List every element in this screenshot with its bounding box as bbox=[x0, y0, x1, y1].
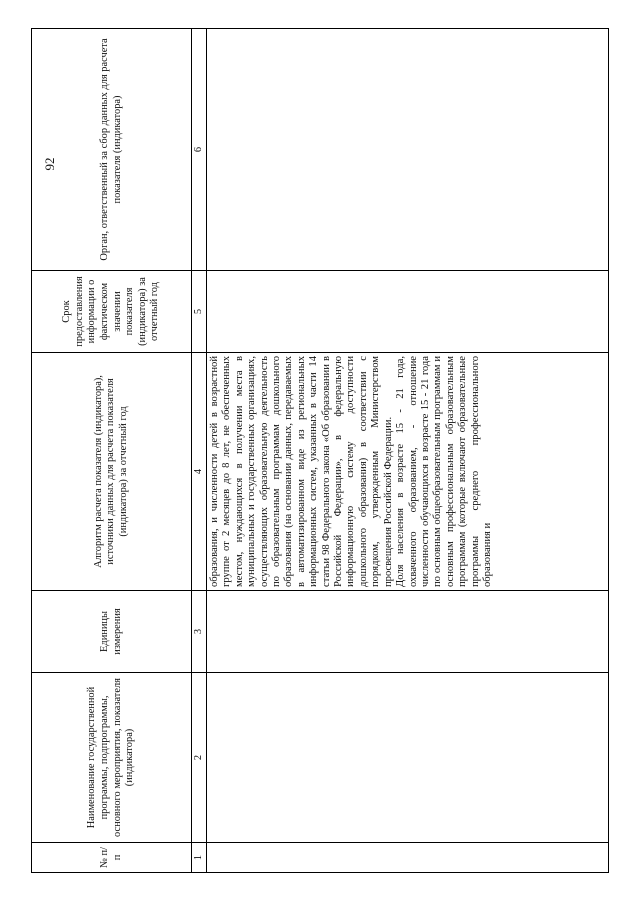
table-row bbox=[207, 29, 609, 873]
row-algorithm-cell bbox=[207, 353, 609, 591]
column-number: 6 bbox=[192, 29, 207, 271]
algorithm-paragraph: образования, и численности детей в возрастной группе от 2 месяцев до 8 лет, не обеспеченных местом, нуждающихся в получении места в муниципальных и государственных организациях, осуществляющих образовательную деятельность по образовательным программам дошкольного образования (на основании данных, передаваемых в автоматизированном виде из региональных информационных систем, указанных в части 14 статьи 98 Федерального закона «Об образовании в Российской Федерации», в федеральную информационную систему доступности дошкольного образования) в соответствии с порядком, утвержденным Министерством просвещения Российской Федерации. bbox=[209, 356, 394, 587]
page-number: 92 bbox=[42, 157, 57, 171]
indicator-table bbox=[31, 28, 609, 873]
header-row bbox=[32, 29, 192, 873]
header-name: Наименование государственной программы, подпрограммы, основного мероприятия, показателя (индикатора) bbox=[32, 673, 192, 843]
row-responsible-cell bbox=[207, 29, 609, 271]
column-number: 1 bbox=[192, 843, 207, 873]
column-number: 4 bbox=[192, 353, 207, 591]
table-container bbox=[31, 29, 609, 873]
row-name-cell bbox=[207, 673, 609, 843]
header-responsible: Орган, ответственный за сбор данных для расчета показателя (индикатора) bbox=[32, 29, 192, 271]
header-unit: Единицы измерения bbox=[32, 591, 192, 673]
rotated-sheet bbox=[31, 29, 609, 873]
column-number: 3 bbox=[192, 591, 207, 673]
header-deadline: Срок предоставления информации о фактическом значении показателя (индикатора) за отчетный год bbox=[32, 271, 192, 353]
column-number: 2 bbox=[192, 673, 207, 843]
row-unit-cell bbox=[207, 591, 609, 673]
algorithm-paragraph: Доля населения в возрасте 15 - 21 года, охваченного образованием, - отношение численности обучающихся в возрасте 15 - 21 года по основным общеобразовательным программам и основным профессиональным образовательным программам (которые включают образовательные программы среднего профессионального образования и bbox=[395, 356, 493, 587]
column-number: 5 bbox=[192, 271, 207, 353]
row-num-cell bbox=[207, 843, 609, 873]
column-number-row bbox=[192, 29, 207, 873]
header-num: № п/п bbox=[32, 843, 192, 873]
row-deadline-cell bbox=[207, 271, 609, 353]
header-algorithm: Алгоритм расчета показателя (индикатора), источники данных для расчета показателя (индикатора) за отчетный год bbox=[32, 353, 192, 591]
